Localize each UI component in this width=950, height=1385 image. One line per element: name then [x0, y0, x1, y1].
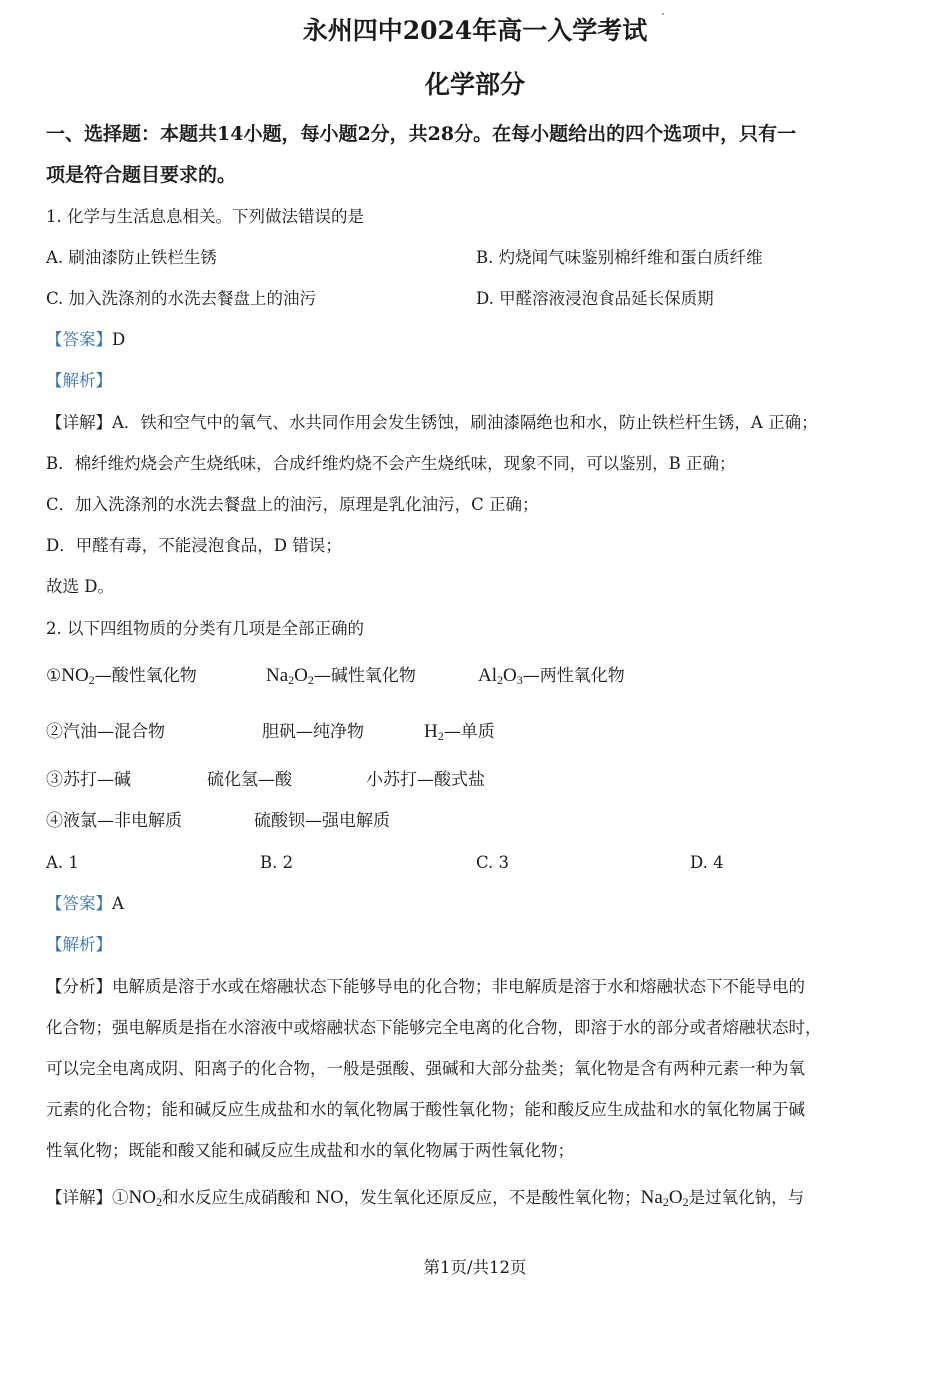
q2-option-d: D. 4	[690, 853, 724, 872]
q2-answer	[46, 893, 124, 915]
item-desc: —酸性氧化物	[94, 666, 197, 686]
q2-row2-item-b: 胆矾—纯净物	[262, 722, 364, 742]
answer-tag: 【答案】	[46, 330, 112, 349]
formula-na: Na	[266, 665, 289, 686]
q1-option-b: B. 灼烧闻气味鉴别棉纤维和蛋白质纤维	[476, 248, 763, 267]
q2-detail-line	[46, 1187, 804, 1213]
q1-detail-line-3: C．加入洗涤剂的水洗去餐盘上的油污，原理是乳化油污，C 正确；	[46, 495, 539, 514]
formula-no2-main: NO	[61, 665, 89, 686]
section-heading-line2: 项是符合题目要求的。	[46, 164, 237, 186]
q1-detail-line-4: D．甲醛有毒，不能浸泡食品，D 错误；	[46, 536, 342, 555]
q2-option-b: B. 2	[260, 853, 294, 872]
q2-row4-item-a: ④液氯—非电解质	[46, 811, 182, 831]
circled-number: ①	[46, 666, 62, 686]
q1-option-d: D. 甲醛溶液浸泡食品延长保质期	[476, 289, 714, 308]
formula-sub: 2	[307, 673, 314, 687]
formula-sub: 2	[682, 1195, 689, 1209]
q2-row3-item-b: 硫化氢—酸	[207, 770, 292, 790]
formula-h: H	[424, 721, 438, 742]
q2-row2-item-c	[424, 720, 495, 748]
detail-prefix: 【详解】①	[46, 1188, 129, 1207]
q2-analysis-line-2: 化合物；强电解质是指在水溶液中或熔融状态下能够完全电离的化合物，即溶于水的部分或者熔融状态时，	[46, 1018, 822, 1037]
formula-sub: 2	[497, 673, 503, 687]
formula-o: O	[294, 665, 308, 686]
section-heading-line1: 一、选择题：本题共14小题，每小题2分，共28分。在每小题给出的四个选项中，只有一	[46, 123, 797, 145]
q1-answer	[46, 329, 125, 351]
page-title: 永州四中2024年高一入学考试	[302, 16, 648, 45]
answer-value: D	[112, 330, 126, 349]
q2-analysis-line-5: 性氧化物；既能和酸又能和碱反应生成盐和水的氧化物属于两性氧化物；	[46, 1141, 574, 1160]
detail-tail: 是过氧化钠，与	[688, 1188, 805, 1207]
formula-al: Al	[478, 665, 497, 686]
item-desc: —两性氧化物	[522, 666, 625, 686]
item-desc: —单质	[443, 722, 495, 742]
q1-detail-line-1: 【详解】A．铁和空气中的氧气、水共同作用会发生锈蚀，刷油漆隔绝也和水，防止铁栏杆生锈，A 正确；	[46, 413, 818, 432]
page-footer: 第1页/共12页	[423, 1258, 527, 1277]
item-desc: —碱性氧化物	[313, 666, 416, 686]
detail-mid: 和水反应生成硝酸和 NO，发生氧化还原反应，不是酸性氧化物；	[161, 1188, 641, 1207]
q2-row3-item-c: 小苏打—酸式盐	[366, 770, 485, 790]
q1-detail-line-5: 故选 D。	[46, 577, 114, 596]
q1-analysis-tag: 【解析】	[46, 371, 112, 390]
q1-detail-line-2: B．棉纤维灼烧会产生烧纸味，合成纤维灼烧不会产生烧纸味，现象不同，可以鉴别，B 正确；	[46, 454, 736, 473]
q2-row2-item-a: ②汽油—混合物	[46, 722, 165, 742]
page-subtitle: 化学部分	[424, 70, 525, 99]
q2-analysis-line-1: 【分析】电解质是溶于水或在熔融状态下能够导电的化合物；非电解质是溶于水和熔融状态下不能导电的	[46, 977, 805, 996]
q2-analysis-line-4: 元素的化合物；能和碱反应生成盐和水的氧化物属于酸性氧化物；能和酸反应生成盐和水的氧化物属于碱	[46, 1100, 805, 1119]
formula-no2-main: NO	[128, 1187, 156, 1208]
q1-option-c: C. 加入洗涤剂的水洗去餐盘上的油污	[46, 289, 317, 308]
stray-mark	[662, 13, 664, 15]
formula-o: O	[503, 665, 517, 686]
q2-row4-item-b: 硫酸钡—强电解质	[254, 811, 390, 831]
q1-stem: 1. 化学与生活息息相关。下列做法错误的是	[46, 207, 364, 226]
q2-option-c: C. 3	[476, 853, 510, 872]
q2-option-a: A. 1	[46, 853, 79, 872]
formula-na: Na	[640, 1187, 663, 1208]
formula-no2-sub: 2	[88, 673, 95, 687]
answer-value: A	[112, 894, 124, 913]
q2-analysis-line-3: 可以完全电离成阴、阳离子的化合物，一般是强酸、强碱和大部分盐类；氧化物是含有两种元素一种为氧	[46, 1059, 805, 1078]
formula-sub: 2	[288, 673, 295, 687]
q2-analysis-tag: 【解析】	[46, 935, 112, 954]
answer-tag: 【答案】	[46, 894, 112, 913]
q2-row1-item-b	[266, 664, 416, 692]
q2-stem: 2. 以下四组物质的分类有几项是全部正确的	[46, 619, 364, 638]
q2-row1-item-c	[478, 664, 625, 692]
formula-o: O	[668, 1187, 683, 1208]
formula-sub: 3	[516, 673, 523, 687]
formula-sub: 2	[155, 1195, 162, 1209]
formula-sub: 2	[662, 1195, 669, 1209]
q2-row3-item-a: ③苏打—碱	[46, 770, 131, 790]
q1-option-a: A. 刷油漆防止铁栏生锈	[46, 248, 217, 267]
q2-row1-item-a	[46, 664, 197, 692]
formula-sub: 2	[437, 729, 444, 743]
